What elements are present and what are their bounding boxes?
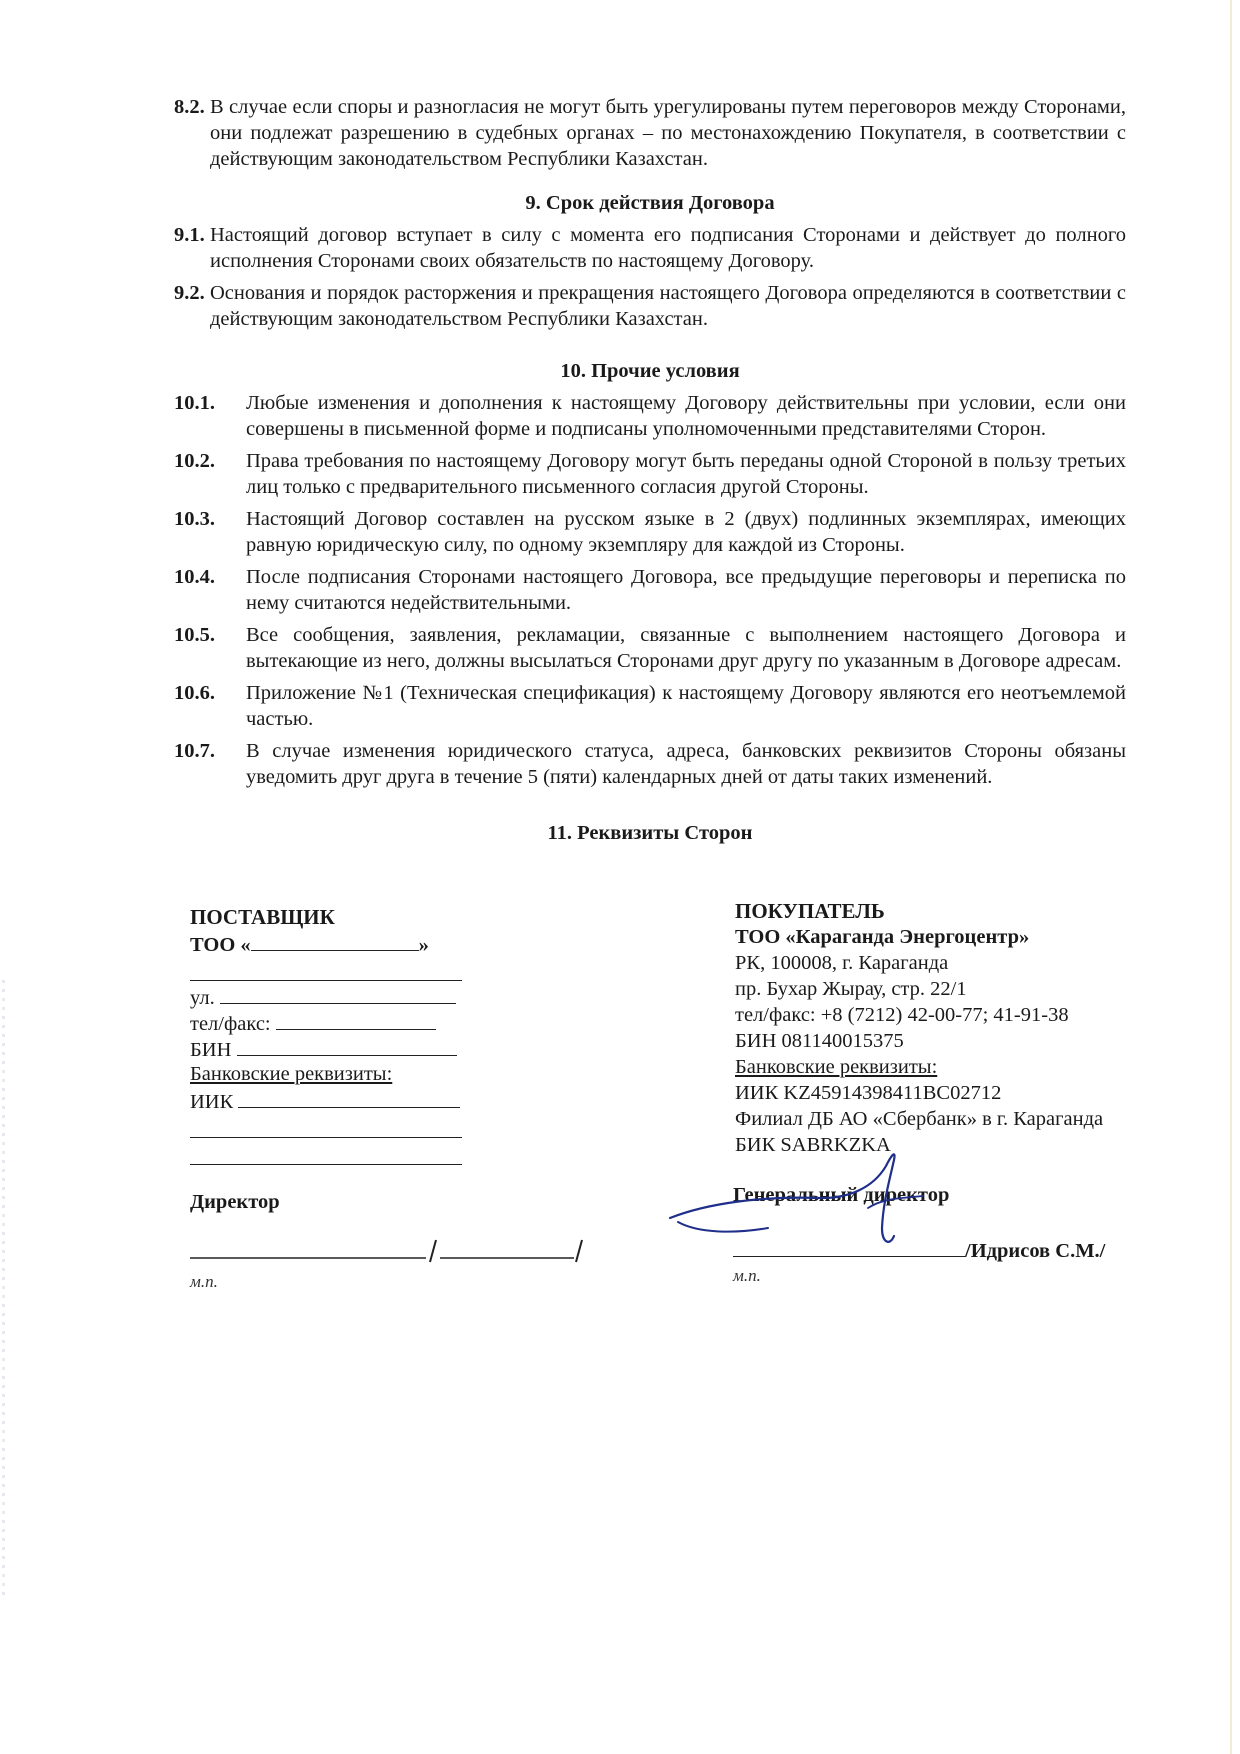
supplier-blank-line bbox=[190, 956, 462, 981]
buyer-requisites bbox=[735, 898, 1155, 1158]
clause-10-1 bbox=[174, 390, 1126, 442]
clause-number: 10.2. bbox=[174, 450, 215, 472]
scan-left-artifact bbox=[2, 980, 5, 1600]
supplier-bank-label: Банковские реквизиты: bbox=[190, 1063, 393, 1085]
handwritten-signature-icon bbox=[668, 1148, 968, 1248]
section-11-title: 11. Реквизиты Сторон bbox=[547, 822, 753, 844]
supplier-blank-line bbox=[190, 1140, 462, 1165]
clause-text: В случае если споры и разногласия не могут быть урегулированы путем переговоров между Сторонами, они подлежат разрешению в судебных органах – по местонахождению Покупателя, в соответствии с действующим законодательством Республики Казахстан. bbox=[210, 96, 1126, 170]
buyer-director-label: Генеральный директор bbox=[733, 1184, 950, 1206]
supplier-bin-blank bbox=[237, 1035, 457, 1056]
supplier-street-blank bbox=[220, 983, 456, 1004]
buyer-branch: Филиал ДБ АО «Сбербанк» в г. Караганда bbox=[735, 1108, 1104, 1130]
buyer-city: РК, 100008, г. Караганда bbox=[735, 952, 949, 974]
section-10-title: 10. Прочие условия bbox=[560, 360, 740, 382]
clause-number: 10.4. bbox=[174, 566, 215, 588]
clause-text: Любые изменения и дополнения к настоящему Договору действительны при условии, если они совершены в письменной форме и подписаны уполномоченными представителями Сторон. bbox=[246, 392, 1126, 440]
supplier-iik-blank bbox=[238, 1087, 460, 1108]
clause-text: Права требования по настоящему Договору могут быть переданы одной Стороной в пользу третьих лиц только с предварительного письменного согласия другой Стороны. bbox=[246, 450, 1126, 498]
supplier-stamp-place: м.п. bbox=[190, 1272, 218, 1291]
clause-number: 10.6. bbox=[174, 682, 215, 704]
clause-9-2 bbox=[174, 280, 1126, 332]
buyer-bik: БИК SABRKZKA bbox=[735, 1134, 891, 1156]
clause-number: 9.2. bbox=[174, 282, 205, 304]
supplier-bin bbox=[190, 1035, 490, 1061]
buyer-org: ТОО «Караганда Энергоцентр» bbox=[735, 926, 1030, 948]
buyer-signature-blank bbox=[733, 1236, 965, 1257]
clause-text: Основания и порядок расторжения и прекращения настоящего Договора определяются в соответствии с действующим законодательством Республики Казахстан. bbox=[210, 282, 1126, 330]
supplier-org-suffix: » bbox=[418, 934, 429, 956]
clause-number: 10.1. bbox=[174, 392, 215, 414]
clause-10-5 bbox=[174, 622, 1126, 674]
clause-text: Настоящий Договор составлен на русском языке в 2 (двух) подлинных экземплярах, имеющих равную юридическую силу, по одному экземпляру для каждой из Стороны. bbox=[246, 508, 1126, 556]
supplier-title: ПОСТАВЩИК bbox=[190, 905, 335, 929]
supplier-phone-label: тел/факс: bbox=[190, 1013, 271, 1035]
clause-10-2 bbox=[174, 448, 1126, 500]
supplier-iik bbox=[190, 1087, 490, 1113]
clause-8-2 bbox=[174, 94, 1126, 172]
supplier-org-prefix: ТОО « bbox=[190, 934, 251, 956]
supplier-iik-label: ИИК bbox=[190, 1091, 234, 1113]
clause-10-7 bbox=[174, 738, 1126, 790]
clause-text: В случае изменения юридического статуса, адреса, банковских реквизитов Стороны обязаны уведомить друг друга в течение 5 (пяти) календарных дней от даты таких изменений. bbox=[246, 740, 1126, 788]
contract-text bbox=[174, 94, 1126, 852]
clause-number: 10.5. bbox=[174, 624, 215, 646]
clause-text: После подписания Сторонами настоящего Договора, все предыдущие переговоры и переписка по нему считаются недействительными. bbox=[246, 566, 1126, 614]
buyer-iik: ИИК KZ45914398411BC02712 bbox=[735, 1082, 1002, 1104]
buyer-bank-label: Банковские реквизиты: bbox=[735, 1056, 938, 1078]
supplier-signature-line bbox=[190, 1236, 590, 1266]
supplier-bin-label: БИН bbox=[190, 1039, 232, 1061]
clause-number: 10.7. bbox=[174, 740, 215, 762]
buyer-signature-line bbox=[733, 1236, 1133, 1266]
buyer-title: ПОКУПАТЕЛЬ bbox=[735, 899, 885, 923]
clause-10-3 bbox=[174, 506, 1126, 558]
buyer-phone: тел/факс: +8 (7212) 42-00-77; 41-91-38 bbox=[735, 1004, 1069, 1026]
clause-10-4 bbox=[174, 564, 1126, 616]
supplier-blank-line bbox=[190, 1113, 462, 1138]
clause-text: Настоящий договор вступает в силу с момента его подписания Сторонами и действует до полного исполнения Сторонами своих обязательств по настоящему Договору. bbox=[210, 224, 1126, 272]
supplier-street-label: ул. bbox=[190, 987, 215, 1009]
buyer-bin: БИН 081140015375 bbox=[735, 1030, 904, 1052]
clause-9-1 bbox=[174, 222, 1126, 274]
supplier-street bbox=[190, 983, 490, 1009]
clause-10-6 bbox=[174, 680, 1126, 732]
clause-number: 10.3. bbox=[174, 508, 215, 530]
buyer-signer-name: /Идрисов С.М./ bbox=[965, 1240, 1106, 1262]
section-9-title: 9. Срок действия Договора bbox=[525, 192, 775, 214]
clause-number: 8.2. bbox=[174, 96, 205, 118]
supplier-director-label: Директор bbox=[190, 1191, 280, 1213]
clause-text: Приложение №1 (Техническая спецификация) к настоящему Договору являются его неотъемлемой частью. bbox=[246, 682, 1126, 730]
supplier-org bbox=[190, 930, 490, 956]
supplier-org-blank bbox=[251, 930, 419, 951]
supplier-phone bbox=[190, 1009, 490, 1035]
clause-number: 9.1. bbox=[174, 224, 205, 246]
clause-text: Все сообщения, заявления, рекламации, связанные с выполнением настоящего Договора и вытекающие из него, должны высылаться Сторонами друг другу по указанным в Договоре адресам. bbox=[246, 624, 1126, 672]
supplier-phone-blank bbox=[276, 1009, 436, 1030]
buyer-stamp-place: м.п. bbox=[733, 1266, 761, 1285]
buyer-address: пр. Бухар Жырау, стр. 22/1 bbox=[735, 978, 967, 1000]
scan-edge-artifact bbox=[1230, 0, 1232, 1754]
supplier-requisites bbox=[190, 904, 490, 1167]
